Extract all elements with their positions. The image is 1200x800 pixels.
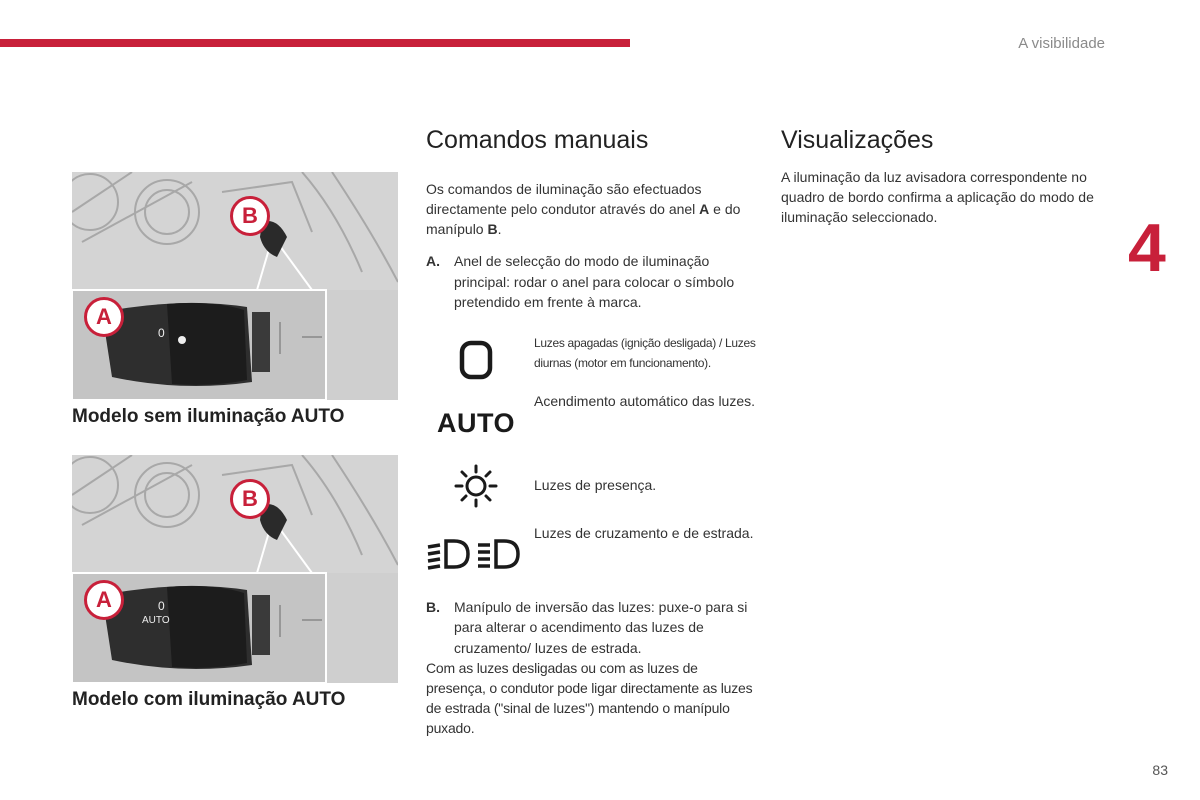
figure-model-without-auto xyxy=(72,172,398,400)
figure-caption-without-auto: Modelo sem iluminação AUTO xyxy=(72,406,345,427)
callout-a-marker: A xyxy=(84,580,124,620)
display-section xyxy=(781,126,1111,227)
item-a xyxy=(426,251,756,313)
callout-b-marker: B xyxy=(230,196,270,236)
symbol-list xyxy=(426,313,756,585)
section-title: A visibilidade xyxy=(1018,35,1105,52)
figure-caption-with-auto: Modelo com iluminação AUTO xyxy=(72,689,346,710)
manual-controls-title: Comandos manuais xyxy=(426,126,649,154)
item-b-note: Com as luzes desligadas ou com as luzes de presença, o condutor pode ligar directamente as luzes de estrada ("sinal de luzes") mantendo o manípulo puxado. xyxy=(426,660,753,736)
lights-off-zero-icon xyxy=(426,335,526,385)
auto-glyph: AUTO xyxy=(436,408,515,438)
symbol-beams-text: Luzes de cruzamento e de estrada. xyxy=(534,524,754,541)
display-title: Visualizações xyxy=(781,126,934,154)
item-b-text: Manípulo de inversão das luzes: puxe-o para si para alterar o acendimento das luzes de cruzamento/ luzes de estrada. xyxy=(454,598,748,656)
manual-controls-section xyxy=(426,126,756,738)
display-text: A iluminação da luz avisadora correspondente no quadro de bordo confirma a aplicação do modo de iluminação seleccionado. xyxy=(781,169,1094,225)
intro-ref-b: B xyxy=(487,221,498,237)
manual-intro xyxy=(426,179,756,239)
item-a-label: A. xyxy=(426,253,440,269)
position-lights-icon xyxy=(426,461,526,511)
symbol-auto-text: Acendimento automático das luzes. xyxy=(534,392,756,409)
chapter-number: 4 xyxy=(1128,210,1166,286)
dipped-main-beam-icon xyxy=(426,529,526,579)
symbol-off-text: Luzes apagadas (ignição desligada) / Luzes diurnas (motor em funcionamento). xyxy=(534,335,756,370)
item-b xyxy=(426,597,756,659)
callout-a-marker: A xyxy=(84,297,124,337)
item-b-label: B. xyxy=(426,598,440,615)
stalk-auto-label: AUTO xyxy=(142,615,170,626)
stalk-off-symbol: 0 xyxy=(158,599,165,613)
intro-text: Os comandos de iluminação são efectuados directamente pelo condutor através do anel xyxy=(426,181,702,217)
intro-text-end: . xyxy=(497,221,502,237)
item-a-text: Anel de selecção do modo de iluminação principal: rodar o anel para colocar o símbolo pretendido em frente à marca. xyxy=(454,253,735,310)
stalk-off-symbol: 0 xyxy=(158,326,165,340)
page-number: 83 xyxy=(1152,762,1168,778)
auto-lights-icon xyxy=(426,399,526,449)
symbol-position-text: Luzes de presença. xyxy=(534,476,657,493)
header-accent-bar xyxy=(0,39,630,47)
intro-text-mid: e do manípulo xyxy=(426,201,741,237)
callout-b-marker: B xyxy=(230,479,270,519)
intro-ref-a: A xyxy=(699,201,710,217)
figure-model-with-auto xyxy=(72,455,398,683)
